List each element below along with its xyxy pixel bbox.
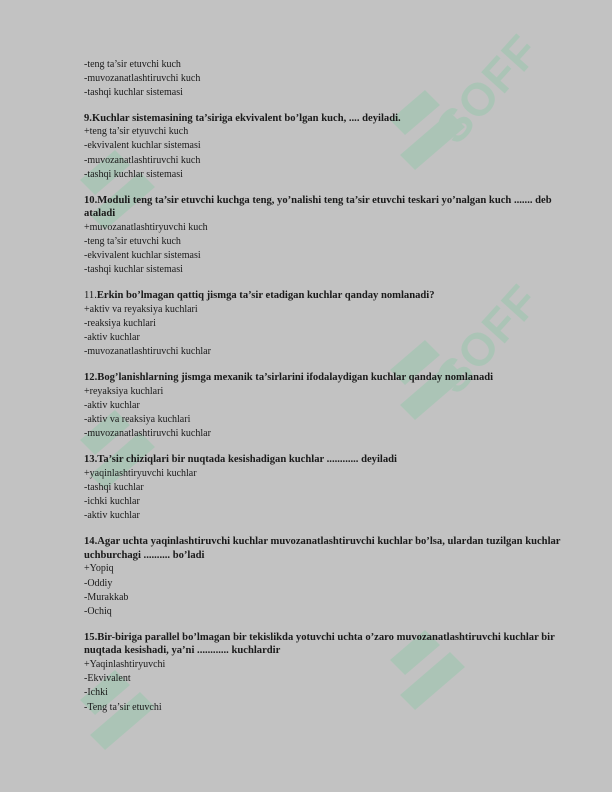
option-line: -muvozanatlashtiruvchi kuch bbox=[84, 154, 201, 166]
question-number: 15. bbox=[84, 631, 98, 643]
option-line: -aktiv kuchlar bbox=[84, 400, 140, 411]
option-line: -aktiv va reaksiya kuchlari bbox=[84, 414, 191, 426]
option-line: -ekvivalent kuchlar sistemasi bbox=[84, 250, 201, 262]
option-line: -tashqi kuchlar sistemasi bbox=[84, 168, 183, 180]
question-body: Bir-biriga parallel bo’lmagan bir tekislikda yotuvchi uchta o’zaro muvozanatlashtiruvchi kuchlar bir nuqtada kesishadi, ya’ni ............ kuchlardir bbox=[84, 631, 555, 657]
option-line: -muvozanatlashtiruvchi kuchlar bbox=[84, 346, 211, 358]
question-text bbox=[84, 289, 564, 303]
question-text bbox=[84, 112, 564, 126]
question-text bbox=[84, 631, 564, 658]
question-number: 13. bbox=[84, 454, 98, 466]
option-line: -Ochiq bbox=[84, 606, 112, 617]
option-line: -Oddiy bbox=[84, 577, 113, 589]
quiz-content bbox=[84, 58, 564, 726]
option-line: -teng ta’sir etuvchi kuch bbox=[84, 236, 181, 247]
option-line: -Teng ta’sir etuvchi bbox=[84, 701, 162, 713]
question-body: Kuchlar sistemasining ta’siriga ekvivalent bo’lgan kuch, .... deyiladi. bbox=[91, 112, 401, 124]
question-body: Erkin bo’lmagan qattiq jismga ta’sir etadigan kuchlar qanday nomlanadi? bbox=[96, 290, 435, 302]
option-line: -ichki kuchlar bbox=[84, 496, 140, 508]
question-9 bbox=[84, 112, 564, 182]
question-number: 12. bbox=[84, 372, 98, 384]
question-body: Agar uchta yaqinlashtiruvchi kuchlar muvozanatlashtiruvchi kuchlar bo’lsa, ulardan tuzilgan kuchlar uchburchagi .......... bo’ladi bbox=[84, 536, 561, 561]
option-line: +Yopiq bbox=[84, 563, 114, 575]
question-text bbox=[84, 194, 564, 221]
intro-options bbox=[84, 58, 564, 101]
question-number: 11. bbox=[84, 290, 97, 302]
question-15 bbox=[84, 631, 564, 715]
option-line: +Yaqinlashtiryuvchi bbox=[84, 658, 166, 670]
option-line: -aktiv kuchlar bbox=[84, 510, 140, 522]
option-line: +yaqinlashtiryuvchi kuchlar bbox=[84, 467, 197, 479]
question-12 bbox=[84, 371, 564, 441]
option-line: +muvozanatlashtiryuvchi kuch bbox=[84, 221, 208, 233]
option-line: +teng ta’sir etyuvchi kuch bbox=[84, 126, 189, 138]
option-line: +aktiv va reyaksiya kuchlari bbox=[84, 303, 198, 315]
option-line: -tashqi kuchlar sistemasi bbox=[84, 87, 183, 99]
option-line: -Ichki bbox=[84, 687, 108, 699]
question-number: 14. bbox=[84, 536, 98, 548]
watermark-text: SOFF bbox=[425, 274, 550, 404]
question-text bbox=[84, 535, 564, 562]
option-line: -ekvivalent kuchlar sistemasi bbox=[84, 140, 201, 152]
option-line: -muvozanatlashtiruvchi kuchlar bbox=[84, 428, 211, 440]
question-11 bbox=[84, 289, 564, 359]
question-13 bbox=[84, 453, 564, 523]
question-text bbox=[84, 453, 564, 467]
question-body: Bog’lanishlarning jismga mexanik ta’sirlarini ifodalaydigan kuchlar qanday nomlanadi bbox=[97, 372, 494, 384]
option-line: -aktiv kuchlar bbox=[84, 332, 140, 344]
question-10 bbox=[84, 194, 564, 278]
question-number: 9. bbox=[84, 112, 92, 124]
option-line: -tashqi kuchlar bbox=[84, 482, 144, 493]
question-number: 10. bbox=[84, 194, 98, 206]
option-line: -reaksiya kuchlari bbox=[84, 318, 156, 329]
option-line: -Murakkab bbox=[84, 591, 129, 603]
question-body: Moduli teng ta’sir etuvchi kuchga teng, yo’nalishi teng ta’sir etuvchi teskari yo’nalgan kuch ....... deb ataladi bbox=[84, 194, 552, 220]
option-line: -tashqi kuchlar sistemasi bbox=[84, 264, 183, 276]
option-line: +reyaksiya kuchlari bbox=[84, 385, 164, 397]
question-body: Ta’sir chiziqlari bir nuqtada kesishadigan kuchlar ............ deyiladi bbox=[97, 454, 397, 466]
option-line: -teng ta’sir etuvchi kuch bbox=[84, 59, 181, 70]
option-line: -Ekvivalent bbox=[84, 673, 131, 685]
watermark-text: SOFF bbox=[425, 24, 550, 154]
option-line: -muvozanatlashtiruvchi kuch bbox=[84, 73, 201, 85]
question-14 bbox=[84, 535, 564, 619]
question-text bbox=[84, 371, 564, 385]
